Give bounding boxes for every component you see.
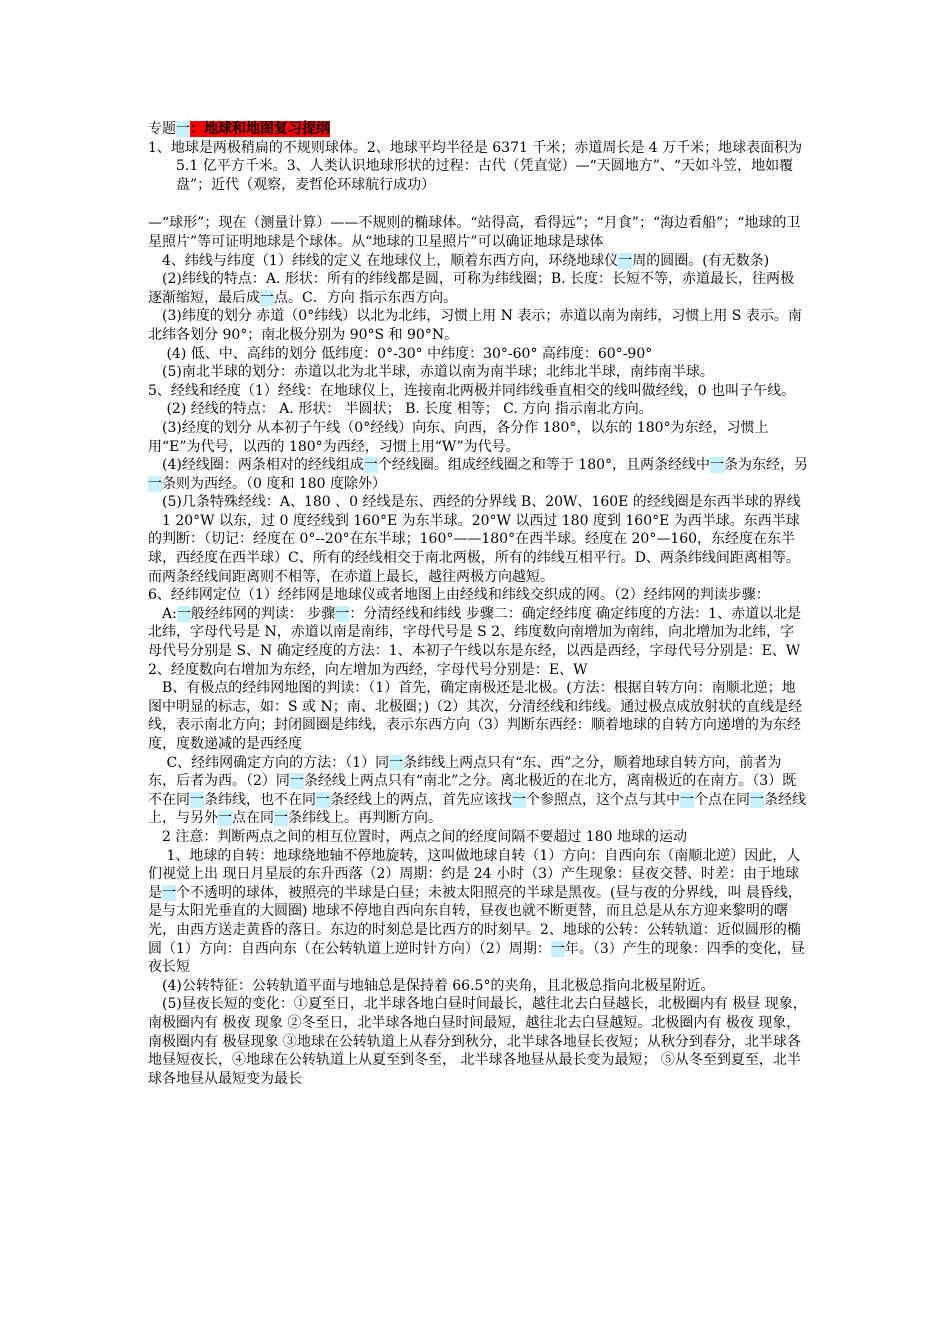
paragraph: 2 注意：判断两点之间的相互位置时，两点之间的经度间隔不要超过 180 地球的运动 xyxy=(148,828,687,845)
paragraph: (4) 低、中、高纬的划分 低纬度：0°-30° 中纬度：30°-60° 高纬度：60°-90° xyxy=(148,345,653,362)
paragraph: 4、纬线与纬度（1）纬线的定义 在地球仪上，顺着东西方向，环绕地球仪一周的圆圈。(有无数条) xyxy=(148,252,770,269)
title-main: 地球和地图复习提纲 xyxy=(204,121,330,137)
highlighted-char: 一 xyxy=(335,605,350,622)
highlighted-char: 一 xyxy=(190,791,204,808)
paragraph: —“球形”；现在（测量计算）——不规则的椭球体。“站得高，看得远”；“月食”；“海边看船”；“地球的卫星照片”等可证明地球是个球体。从“地球的卫星照片”可以确证地球是球体 xyxy=(148,215,801,250)
paragraph: (4)公转特征：公转轨道平面与地轴总是保持着 66.5°的夹角，且北极总指向北极星附近。 xyxy=(148,977,715,994)
title-prefix: 专题 xyxy=(148,121,176,137)
paragraph: 1 20°W 以东，过 0 度经线到 160°E 为东半球。20°W 以西过 180 度到 160°E 为西半球。东西半球的判断：（切记：经度在 0°--20°在东半球；160°——180°在西半球。经度在 20°—160，东经度在东半球，西经度在西半球）C、所有的经线相交于南北两极，所有的纬线互相平行。D、两条纬线间距离相等。而两条经线间距离则不相等，在赤道上最长，越往两极方向越短。 xyxy=(148,512,800,585)
highlighted-char: 一 xyxy=(316,791,330,808)
title-colon: ： xyxy=(190,121,204,137)
paragraph: (2)纬线的特点：A. 形状：所有的纬线都是圆，可称为纬线圈；B. 长度：长短不等，赤道最长，往两极逐渐缩短，最后成一点。C．方向 指示东西方向。 xyxy=(148,271,795,306)
highlighted-char: 一 xyxy=(274,810,288,827)
paragraph: C、经纬网确定方向的方法：（1）同一条纬线上两点只有“东、西”之分，顺着地球自转方向，前者为东，后者为西。（2）同一条经线上两点只有“南北”之分。离北极近的在北方，离南极近的在南方。（3）既不在同一条纬线，也不在同一条经线上的两点，首先应该找一个参照点，这个点与其中一个点在同一条经线上，与另外一点在同一条纬线上。再判断方向。 xyxy=(148,754,806,827)
paragraph: (3)经度的划分 从本初子午线（0°经线）向东、向西，各分作 180°，以东的 180°为东经，习惯上用“E”为代号，以西的 180°为西经，习惯上用“W”为代号。 xyxy=(148,419,769,455)
blank-line xyxy=(148,194,808,214)
highlighted-char: 一 xyxy=(680,791,694,808)
highlighted-char: 一 xyxy=(750,791,764,808)
paragraph: (5)昼夜长短的变化：①夏至日，北半球各地白昼时间最长，越往北去白昼越长，北极圈内有 极昼 现象，南极圈内有 极夜 现象 ②冬至日，北半球各地白昼时间最短，越往北去白昼越短。北极圈内有 极夜 现象，南极圈内有 极昼现象 ③地球在公转轨道上从春分到秋分，北半球各地昼长夜短；从秋分到春分，北半球各地昼短夜长，④地球在公转轨道上从夏至到冬至， 北半球各地昼从最长变为最短； ⑤从冬至到夏至，北半球各地昼从最短变为最长 xyxy=(148,996,807,1087)
highlighted-char: 一 xyxy=(289,773,304,790)
highlighted-char: 一 xyxy=(512,791,526,808)
highlighted-char: 一 xyxy=(176,605,191,622)
highlighted-char: 一 xyxy=(162,884,176,901)
highlighted-char: 一 xyxy=(260,289,274,306)
highlighted-char: 一 xyxy=(363,457,378,474)
paragraph: (4)经线圈：两条相对的经线组成一个经线圈。组成经线圈之和等于 180°，且两条经线中一条为东经，另一条则为西经。（0 度和 180 度除外） xyxy=(148,457,809,492)
paragraph: A:一般经纬网的判读： 步骤一：分清经线和纬线 步骤二：确定经纬度 确定纬度的方法：1、赤道以北是北纬，字母代号是 N，赤道以南是南纬，字母代号是 S 2、纬度数向南增加为南纬，向北增加为北纬，字母代号分别是 S、N 确定经度的方法：1、本初子午线以东是东经，以西是西经，字母代号分别是：E、W 2、经度数向右增加为东经，向左增加为西经，字母代号分别是：E、W xyxy=(148,605,802,678)
highlighted-char: 一 xyxy=(148,475,162,492)
paragraph: 1、地球是两极稍扁的不规则球体。2、地球平均半径是 6371 千米；赤道周长是 4 万千米；地球表面积为 5.1 亿平方千米。3、人类认识地球形状的过程：古代（凭直觉）—“天圆地方”、“天如斗笠，地如覆盘”；近代（观察，麦哲伦环球航行成功） xyxy=(148,139,803,193)
title-highlighted-char: 一 xyxy=(176,121,190,137)
paragraph: (5)几条特殊经线：A、180 、0 经线是东、西经的分界线 B、20W、160E 的经线圈是东西半球的界线 xyxy=(148,494,801,511)
highlighted-char: 一 xyxy=(710,457,725,474)
highlighted-char: 一 xyxy=(218,810,232,827)
highlighted-char: 一 xyxy=(389,754,404,771)
paragraph: (2) 经线的特点： A. 形状： 半圆状； B. 长度 相等； C. 方向 指示南北方向。 xyxy=(148,401,653,418)
document-body xyxy=(148,120,808,1088)
paragraph: 5、经线和经度（1）经线：在地球仪上，连接南北两极并同纬线垂直相交的线叫做经线，0 也叫子午线。 xyxy=(148,382,796,399)
highlighted-char: 一 xyxy=(618,252,633,269)
paragraph: 1、地球的自转：地球绕地轴不停地旋转，这叫做地球自转（1）方向：自西向东（南顺北逆）因此，人们视觉上出 现日月星辰的东升西落（2）周期：约是 24 小时（3）产生现象：昼夜交替、时差：由于地球是一个不透明的球体，被照亮的半球是白昼；未被太阳照亮的半球是黑夜。(昼与夜的分界线，叫 晨昏线，是与太阳光垂直的大圆圈) 地球不停地自西向东自转，昼夜也就不断更替，而且总是从东方迎来黎明的曙光，由西方送走黄昏的落日。东边的时刻总是比西方的时刻早。2、地球的公转：公转轨道：近似圆形的椭圆（1）方向：自西向东（在公转轨道上逆时针方向）（2）周期：一年。（3）产生的现象：四季的变化，昼夜长短 xyxy=(148,847,805,976)
highlighted-char: 一 xyxy=(550,940,565,957)
paragraph: 6、经纬网定位（1）经纬网是地球仪或者地图上由经线和纬线交织成的网。（2）经纬网的判读步骤： xyxy=(148,587,770,604)
paragraph: B、有极点的经纬网地图的判读：（1）首先，确定南极还是北极。(方法：根据自转方向：南顺北逆；地图中明显的标志，如：S 或 N；南、北极圈；)（2）其次，分清经线和纬线。通过极点成放射状的直线是经线，表示南北方向；封闭圆圈是纬线，表示东西方向（3）判断东西经：顺着地球的自转方向递增的为东经度，度数递减的是西经度 xyxy=(148,680,803,752)
document-title xyxy=(148,120,808,139)
paragraph: (3)纬度的划分 赤道（0°纬线）以北为北纬，习惯上用 N 表示；赤道以南为南纬，习惯上用 S 表示。南北纬各划分 90°；南北极分别为 90°S 和 90°N。 xyxy=(148,308,802,343)
paragraph: (5)南北半球的划分：赤道以北为北半球，赤道以南为南半球；北纬北半球，南纬南半球。 xyxy=(148,364,714,381)
